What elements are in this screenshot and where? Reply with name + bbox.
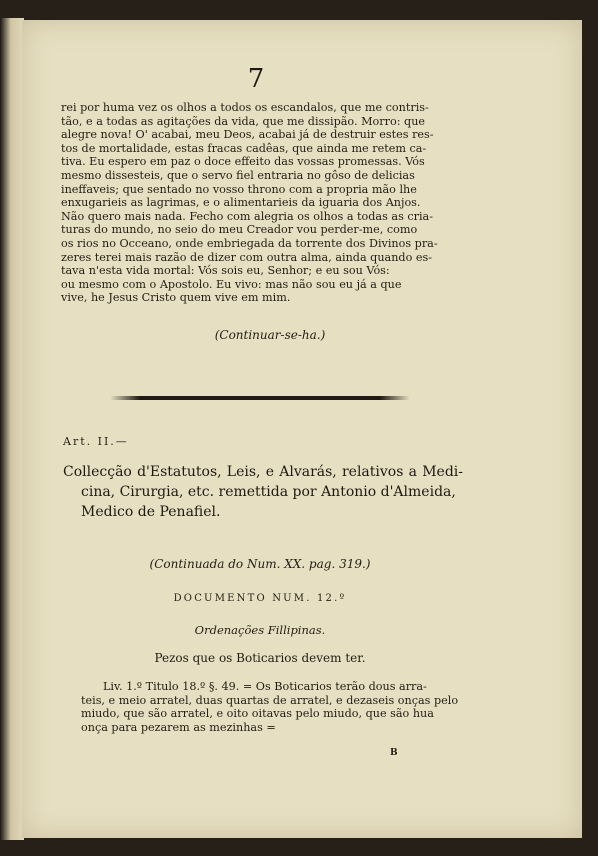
text-line: turas do mundo, no seio do meu Creador vou perder-me, como — [61, 223, 418, 237]
continuation-note: (Continuar-se-ha.) — [214, 328, 326, 342]
text-line: zeres terei mais razão de dizer com outra alma, ainda quando es- — [61, 250, 433, 264]
text-line: Liv. 1.º Titulo 18.º §. 49. = Os Boticarios terão dous arra- — [103, 680, 427, 693]
text-line: vive, he Jesus Cristo quem vive em mim. — [61, 291, 291, 305]
continuation-reference: (Continuada do Num. XX. pag. 319.) — [149, 557, 371, 571]
book-spine — [0, 18, 24, 840]
text-line: tiva. Eu espero em paz o doce effeito das vossas promessas. Vós — [61, 155, 425, 169]
text-line: tão, e a todas as agitações da vida, que me dissipão. Morro: que — [61, 114, 426, 128]
section-divider — [110, 396, 410, 400]
text-line: onça para pezarem as mezinhas = — [81, 720, 276, 734]
text-line: tos de mortalidade, estas fracas cadêas, que ainda me retem ca- — [61, 141, 427, 155]
text-line: Não quero mais nada. Fecho com alegria os olhos a todas as cria- — [61, 209, 434, 223]
text-line: ineffaveis; que sentado no vosso throno com a propria mão lhe — [61, 182, 417, 196]
text-line: tava n'esta vida mortal: Vós sois eu, Senhor; e eu sou Vós: — [61, 264, 390, 278]
collection-title-line: Collecção d'Estatutos, Leis, e Alvarás, relativos a Medi- — [63, 464, 463, 480]
ordenacoes-subtitle: Ordenações Fillipinas. — [194, 623, 326, 637]
collection-title-line: cina, Cirurgia, etc. remettida por Antonio d'Almeida, — [81, 484, 456, 500]
text-line: ou mesmo com o Apostolo. Eu vivo: mas não sou eu já a que — [61, 277, 402, 291]
collection-title-line: Medico de Penafiel. — [81, 504, 221, 520]
signature-mark: B — [390, 748, 398, 758]
page-number: 7 — [247, 64, 265, 94]
text-line: alegre nova! O' acabai, meu Deos, acabai já de destruir estes res- — [61, 128, 434, 142]
text-line: os rios no Occeano, onde embriegada da torrente dos Divinos pra- — [61, 236, 438, 250]
body-paragraph — [61, 101, 461, 305]
collection-title — [63, 462, 463, 522]
text-line: rei por huma vez os olhos a todos os escandalos, que me contris- — [61, 101, 429, 114]
section-subtitle: Pezos que os Boticarios devem ter. — [154, 651, 366, 665]
text-line: teis, e meio arratel, duas quartas de arratel, e dezaseis onças pelo — [81, 693, 459, 707]
liv-paragraph — [81, 680, 461, 734]
article-heading: Art. II.— — [63, 435, 129, 448]
text-line: enxugarieis as lagrimas, e o alimentarieis da iguaria dos Anjos. — [61, 196, 421, 210]
document-number: DOCUMENTO NUM. 12.º — [173, 593, 347, 604]
text-line: miudo, que são arratel, e oito oitavas pelo miudo, que são hua — [81, 707, 434, 721]
text-line: mesmo dissesteis, que o servo fiel entraria no gôso de delicias — [61, 168, 415, 182]
